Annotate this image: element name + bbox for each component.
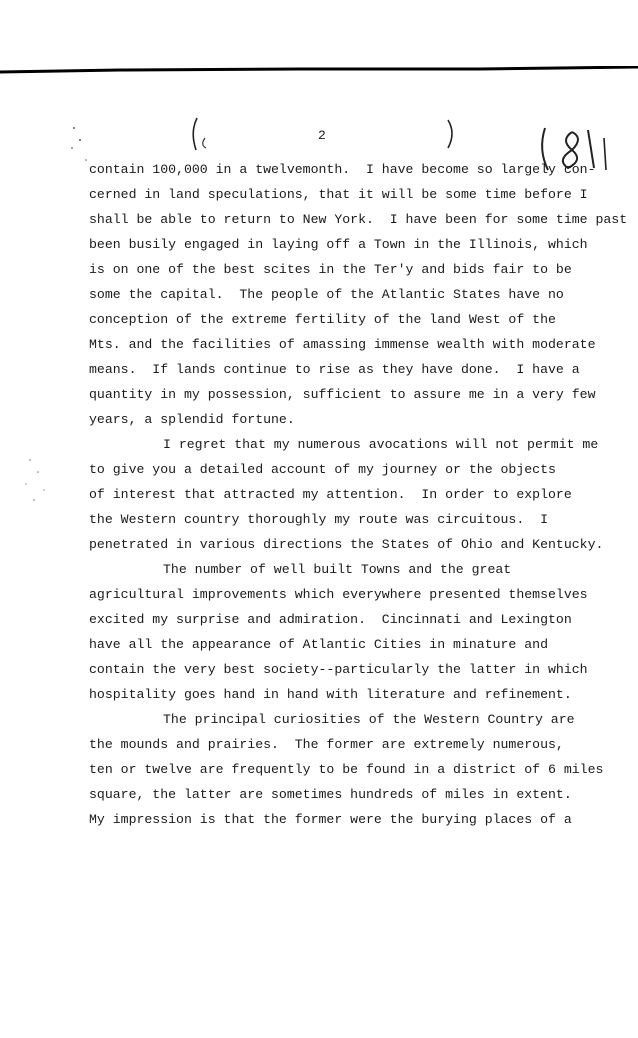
text-line: years, a splendid fortune. [89,412,295,427]
text-line: contain the very best society--particularly the latter in which [89,662,588,677]
text-line: to give you a detailed account of my journey or the objects [89,462,556,477]
text-line: ten or twelve are frequently to be found in a district of 6 miles [89,762,604,777]
text-line: quantity in my possession, sufficient to assure me in a very few [89,387,596,402]
text-line: some the capital. The people of the Atlantic States have no [89,287,564,302]
text-line: the Western country thoroughly my route was circuitous. I [89,512,548,527]
text-line: agricultural improvements which everywhere presented themselves [89,587,588,602]
text-line: Mts. and the facilities of amassing immense wealth with moderate [89,337,596,352]
page-number: 2 [318,128,326,143]
text-line: excited my surprise and admiration. Cincinnati and Lexington [89,612,572,627]
text-line: The number of well built Towns and the great [163,562,512,577]
text-line: means. If lands continue to rise as they have done. I have a [89,362,580,377]
text-line: My impression is that the former were the burying places of a [89,812,572,827]
text-line: hospitality goes hand in hand with literature and refinement. [89,687,572,702]
text-line: The principal curiosities of the Western Country are [163,712,575,727]
text-line: have all the appearance of Atlantic Cities in minature and [89,637,548,652]
text-line: is on one of the best scites in the Ter'y and bids fair to be [89,262,572,277]
text-line: shall be able to return to New York. I have been for some time past [89,212,628,227]
text-line: the mounds and prairies. The former are extremely numerous, [89,737,564,752]
text-line: square, the latter are sometimes hundreds of miles in extent. [89,787,572,802]
text-line: cerned in land speculations, that it will be some time before I [89,187,588,202]
text-line: contain 100,000 in a twelvemonth. I have become so largely con- [89,162,596,177]
text-line: of interest that attracted my attention. In order to explore [89,487,572,502]
text-line: conception of the extreme fertility of the land West of the [89,312,556,327]
text-line: been busily engaged in laying off a Town in the Illinois, which [89,237,588,252]
text-line: I regret that my numerous avocations will not permit me [163,437,599,452]
margin-specks [0,380,90,580]
text-line: penetrated in various directions the States of Ohio and Kentucky. [89,537,604,552]
